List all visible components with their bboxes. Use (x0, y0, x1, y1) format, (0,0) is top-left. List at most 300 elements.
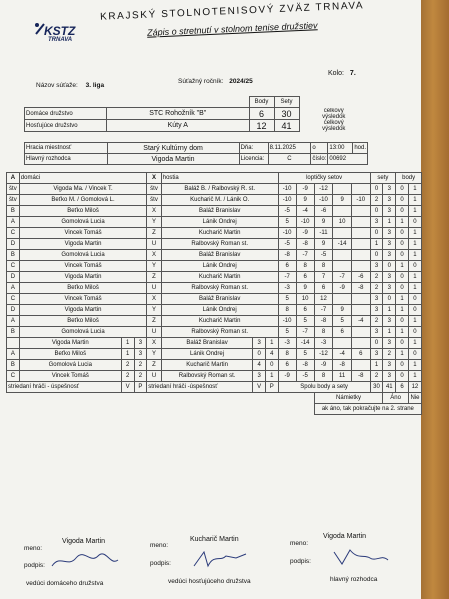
away-player-name: Baláž Branislav (161, 338, 253, 349)
away-player-letter: X (147, 250, 161, 261)
away-player-letter: U (147, 327, 161, 338)
set-score: -11 (314, 228, 333, 239)
singles-row (7, 327, 422, 338)
away-player-letter: Y (147, 305, 161, 316)
home-player-name: Gomolová Lucia (19, 217, 146, 228)
set-score (351, 305, 370, 316)
licence-label: Licencia: (239, 154, 268, 165)
home-wins: 1 (121, 338, 134, 349)
set-score: 8 (314, 371, 333, 382)
away-points: 1 (408, 371, 421, 382)
set-score (351, 261, 370, 272)
home-doubles-pair: Beťko M. / Gomolová L. (19, 195, 146, 206)
set-score (351, 294, 370, 305)
continue-note: ak áno, tak pokračujte na 2. strane (314, 404, 421, 415)
home-losses: 3 (134, 338, 147, 349)
home-points: 1 (396, 294, 409, 305)
home-sets: 3 (370, 305, 383, 316)
doubles-row (7, 195, 422, 206)
away-points: 0 (408, 217, 421, 228)
away-points: 1 (408, 283, 421, 294)
set-score: -3 (314, 338, 333, 349)
home-points: 0 (396, 338, 409, 349)
away-player-name: Ralbovský Roman st. (161, 239, 278, 250)
away-sets: 2 (383, 349, 396, 360)
away-losses: 1 (265, 371, 278, 382)
away-losses: 1 (265, 338, 278, 349)
sety-header: Sety (274, 97, 299, 108)
time-value: 13:00 (328, 143, 353, 154)
home-player-name: Gomolová Lucia (19, 327, 146, 338)
blank-cell (7, 404, 315, 415)
blank-cell (7, 393, 315, 404)
home-player-letter: B (7, 206, 20, 217)
away-player-letter: Y (147, 261, 161, 272)
away-player-name: Lánik Ondrej (161, 305, 278, 316)
set-score: -12 (314, 349, 333, 360)
home-wins: 2 (121, 371, 134, 382)
date-value: 8.11.2025 (268, 143, 311, 154)
set-score: -8 (314, 316, 333, 327)
home-signature-label: podpis: (24, 562, 45, 569)
home-player-name: Gomolová Lucia (19, 250, 146, 261)
home-sets: 0 (370, 228, 383, 239)
away-points: 1 (408, 250, 421, 261)
doubles-tag: štv (7, 195, 20, 206)
set-score: -5 (278, 239, 296, 250)
home-sets: 3 (370, 349, 383, 360)
away-doubles-pair: Kucharič M. / Lánik O. (161, 195, 278, 206)
set-score: 9 (296, 195, 314, 206)
total-away-sets: 41 (383, 382, 396, 393)
objections-no: Nie (408, 393, 421, 404)
home-team-label: Domáce družstvo (25, 108, 107, 120)
away-sets: 3 (383, 272, 396, 283)
home-sets: 1 (370, 239, 383, 250)
set-score (351, 338, 370, 349)
home-sets: 0 (370, 250, 383, 261)
singles-row (7, 217, 422, 228)
doubles-tag: štv (147, 184, 161, 195)
home-player-letter: B (7, 250, 20, 261)
set-score: -7 (278, 272, 296, 283)
away-player-letter: X (147, 294, 161, 305)
set-score: -4 (296, 206, 314, 217)
home-points: 0 (396, 272, 409, 283)
home-player-letter: B (7, 360, 20, 371)
set-score: 5 (296, 316, 314, 327)
set-score: -8 (296, 239, 314, 250)
home-player-name: Beťko Miloš (19, 283, 146, 294)
set-score: 9 (314, 217, 333, 228)
competition-season: Súťažný ročník: 2024/25 (178, 78, 253, 85)
home-p-header: P (134, 382, 147, 393)
home-body: 6 (249, 108, 274, 120)
home-points: 0 (396, 228, 409, 239)
set-score (333, 338, 352, 349)
set-score: 9 (314, 239, 333, 250)
set-score: -10 (314, 195, 333, 206)
doubles-row (7, 184, 422, 195)
set-score (351, 184, 370, 195)
away-team-name: Kúty A (107, 120, 250, 132)
set-score: 6 (333, 327, 352, 338)
away-points: 1 (408, 316, 421, 327)
away-points: 0 (408, 349, 421, 360)
away-points: 1 (408, 338, 421, 349)
set-score (333, 261, 352, 272)
away-player-letter: Z (147, 272, 161, 283)
home-losses: 3 (134, 349, 147, 360)
away-v-header: V (253, 382, 266, 393)
away-player-letter: Z (147, 316, 161, 327)
set-score: 10 (333, 217, 352, 228)
away-player-letter: X (147, 338, 161, 349)
away-player-name: Baláž Branislav (161, 294, 278, 305)
home-points: 0 (396, 250, 409, 261)
home-player-name: Vincek Tomáš (19, 294, 146, 305)
set-score: 5 (278, 327, 296, 338)
away-sets: 3 (383, 371, 396, 382)
summary-row (7, 349, 422, 360)
set-score: 5 (296, 349, 314, 360)
home-player-letter: C (7, 228, 20, 239)
away-player-letter: X (147, 206, 161, 217)
set-score: -8 (351, 283, 370, 294)
home-player-letter: A (7, 283, 20, 294)
home-points: 0 (396, 316, 409, 327)
away-team-label: Hosťujúce družstvo (25, 120, 107, 132)
home-player-letter: D (7, 305, 20, 316)
home-sets: 3 (370, 261, 383, 272)
total-result-label: celkový výsledok celkový výsledok (322, 107, 346, 132)
home-points: 0 (396, 283, 409, 294)
away-player-letter: Z (147, 228, 161, 239)
away-signature-label: podpis: (150, 560, 171, 567)
away-sets: 3 (383, 228, 396, 239)
away-sets: 3 (383, 250, 396, 261)
set-score: 7 (314, 272, 333, 283)
home-player-letter (7, 338, 20, 349)
home-v-header: V (121, 382, 134, 393)
home-points: 1 (396, 305, 409, 316)
set-score: 6 (296, 305, 314, 316)
home-sets: 0 (370, 184, 383, 195)
set-score: -3 (278, 338, 296, 349)
home-points: 1 (396, 327, 409, 338)
away-sety: 41 (274, 120, 299, 132)
summary-row (7, 360, 422, 371)
set-score: -14 (333, 239, 352, 250)
home-sets: 2 (370, 283, 383, 294)
referee-name-label: meno: (290, 540, 309, 547)
set-score: -9 (296, 184, 314, 195)
singles-row (7, 294, 422, 305)
set-score: -10 (278, 228, 296, 239)
totals-label: Spolu body a sety (278, 382, 370, 393)
set-score: 6 (278, 261, 296, 272)
referee-role: hlavný rozhodca (330, 576, 378, 583)
away-player-name: Ralbovský Roman st. (161, 327, 278, 338)
home-player-letter: D (7, 239, 20, 250)
home-player-name: Vigoda Martin (19, 239, 146, 250)
singles-row (7, 305, 422, 316)
home-player-name: Vigoda Martin (19, 338, 121, 349)
away-sets: 1 (383, 327, 396, 338)
home-points: 0 (396, 206, 409, 217)
body-header: Body (249, 97, 274, 108)
singles-row (7, 250, 422, 261)
home-sets: 3 (370, 327, 383, 338)
home-sets: 2 (370, 371, 383, 382)
round-number: Kolo: 7. (328, 70, 356, 77)
away-player-name: Lánik Ondrej (161, 261, 278, 272)
set-score: -6 (314, 206, 333, 217)
away-sets: 1 (383, 217, 396, 228)
home-player-name: Vincek Tomáš (19, 228, 146, 239)
home-losses: 2 (134, 371, 147, 382)
venue-value: Starý Kultúrny dom (107, 143, 239, 154)
objections-yes: Áno (383, 393, 408, 404)
objections-label: Námietky (314, 393, 383, 404)
report-subtitle: Zápis o stretnutí v stolnom tenise družstiev (146, 20, 318, 38)
set-score: 9 (333, 305, 352, 316)
home-leader-name: Vigoda Martin (62, 538, 106, 545)
set-score: 6 (278, 360, 296, 371)
licence-value: C (268, 154, 311, 165)
union-title: KRAJSKÝ STOLNOTENISOVÝ ZVÄZ TRNAVA (99, 0, 365, 23)
away-player-name: Lánik Ondrej (161, 349, 253, 360)
doubles-tag: štv (147, 195, 161, 206)
home-player-letter: D (7, 272, 20, 283)
set-score: -8 (333, 360, 352, 371)
set-score (333, 206, 352, 217)
home-player-letter: C (7, 294, 20, 305)
set-score: 8 (278, 305, 296, 316)
away-leader-name-label: meno: (150, 542, 169, 549)
home-wins: 2 (121, 360, 134, 371)
home-points: 0 (396, 195, 409, 206)
set-score: -5 (314, 250, 333, 261)
singles-row (7, 261, 422, 272)
home-leader-name-label: meno: (24, 545, 43, 552)
singles-row (7, 316, 422, 327)
away-sets: 3 (383, 316, 396, 327)
home-signature (50, 552, 120, 570)
set-score: -10 (278, 184, 296, 195)
summary-row (7, 338, 422, 349)
summary-row (7, 371, 422, 382)
set-score (333, 228, 352, 239)
logo-text: KSTZ (44, 24, 76, 38)
away-sets: 3 (383, 239, 396, 250)
home-team-name: STC Rohožník "B" (107, 108, 250, 120)
set-score: 5 (333, 316, 352, 327)
away-player-letter: U (147, 239, 161, 250)
set-score: -9 (314, 360, 333, 371)
set-score: -12 (314, 184, 333, 195)
set-score: -7 (296, 250, 314, 261)
away-player-name: Ralbovský Roman st. (161, 283, 278, 294)
home-sets: 3 (370, 217, 383, 228)
away-player-name: Kucharič Martin (161, 316, 278, 327)
kstz-logo (34, 24, 76, 43)
away-points: 1 (408, 272, 421, 283)
away-points: 1 (408, 195, 421, 206)
set-score: -8 (296, 360, 314, 371)
home-points: 0 (396, 371, 409, 382)
set-score: -9 (278, 371, 296, 382)
logo-subtext: TRNAVA (48, 37, 73, 43)
singles-row (7, 228, 422, 239)
home-player-letter: A (7, 349, 20, 360)
away-points: 1 (408, 239, 421, 250)
home-sets: 2 (370, 272, 383, 283)
set-score (351, 239, 370, 250)
home-player-letter: C (7, 371, 20, 382)
away-p-header: P (265, 382, 278, 393)
away-sets: 3 (383, 360, 396, 371)
home-losses: 2 (134, 360, 147, 371)
total-home-points: 6 (396, 382, 409, 393)
total-away-points: 12 (408, 382, 421, 393)
home-player-name: Vigoda Martin (19, 272, 146, 283)
set-score: -10 (296, 217, 314, 228)
set-score: 8 (314, 327, 333, 338)
set-score: -9 (296, 228, 314, 239)
set-score: -8 (351, 371, 370, 382)
matches-table: A domáci X hostia loptičky setov sety body štv Vigoda Ma. / Vincek T. štv Baláž B. / Ralbovský R. st. -10 -9 -12 0 3 0 1 štv Beťko M. / Gomolová L. štv Kucharič M. / Lánik O. -10 9 -10 9 -10 2 3 0 1 B Beťko Miloš X Baláž Branislav -5 -4 -6 0 3 0 1 A Gomolová Lucia Y Lánik Ondrej 5 -10 9 10 3 1 1 0 C Vincek Tomáš Z Kucharič Martin -10 -9 -11 0 3 0 1 D Vigoda Martin U Ralbovský Roman st. -5 -8 9 -14 1 3 0 1 B Gomolová Lucia X Baláž Branislav -8 -7 -5 0 3 0 1 C Vincek Tomáš Y Lánik Ondrej 6 8 8 3 0 1 0 D Vigoda Martin Z Kucharič Martin -7 6 7 -7 -6 2 3 0 1 A Beťko Miloš U Ralbovský Roman st. -3 9 6 -9 -8 2 3 0 1 C Vincek Tomáš X Baláž Branislav 5 10 12 3 0 1 0 D Vigoda Martin Y Lánik Ondrej 8 6 -7 9 3 1 1 0 A Beťko Miloš Z Kucharič Martin -10 5 -8 5 -4 2 3 0 1 B Gomolová Lucia U Ralbovský Roman st. 5 -7 8 6 3 1 1 0 Vigoda Martin 1 3 X Baláž Branislav 3 1 -3 -14 -3 0 3 0 1 A Beťko Miloš 1 3 Y Lánik Ondrej 0 4 8 5 -12 -4 6 3 2 1 0 B Gomolová Lucia 2 2 Z Kucharič Martin 4 0 6 -8 -9 -8 1 3 0 1 C Vincek Tomáš 2 2 U Ralbovský Roman st. 3 1 -9 -5 8 11 -8 2 3 0 1 striedaní hráči - úspešnosť V P striedaní hráči -úspešnosť V P Spolu body a sety 30 41 6 12 Námietky Áno Nie ak áno, tak pokračujte na 2. strane (6, 172, 422, 415)
set-score: 8 (296, 261, 314, 272)
set-score: 6 (296, 272, 314, 283)
home-player-letter: A (7, 217, 20, 228)
away-body: 12 (249, 120, 274, 132)
home-player-name: Vigoda Martin (19, 305, 146, 316)
set-score: 11 (333, 371, 352, 382)
continue-row (7, 404, 422, 415)
away-sets: 3 (383, 195, 396, 206)
set-score: 9 (333, 195, 352, 206)
away-player-letter: Z (147, 360, 161, 371)
home-points: 1 (396, 217, 409, 228)
away-leader-role: vedúci hosťujúceho družstva (168, 578, 251, 585)
away-player-name: Baláž Branislav (161, 250, 278, 261)
away-substitutes-label: striedaní hráči -úspešnosť (147, 382, 253, 393)
away-points: 1 (408, 184, 421, 195)
total-home-sets: 30 (370, 382, 383, 393)
home-sets: 2 (370, 195, 383, 206)
home-sety: 30 (274, 108, 299, 120)
away-player-letter: Y (147, 217, 161, 228)
set-score: 9 (296, 283, 314, 294)
home-player-letter: C (7, 261, 20, 272)
away-wins: 4 (253, 360, 266, 371)
set-score (351, 327, 370, 338)
away-player-letter: U (147, 283, 161, 294)
away-sets: 0 (383, 261, 396, 272)
home-substitutes-label: striedaní hráči - úspešnosť (7, 382, 122, 393)
set-score: -7 (296, 327, 314, 338)
set-score: -5 (278, 206, 296, 217)
doubles-tag: štv (7, 184, 20, 195)
singles-row (7, 283, 422, 294)
away-player-name: Lánik Ondrej (161, 217, 278, 228)
totals-row (7, 382, 422, 393)
set-score (333, 294, 352, 305)
away-sets: 1 (383, 305, 396, 316)
home-sets: 2 (370, 316, 383, 327)
away-sets: 0 (383, 294, 396, 305)
away-player-name: Baláž Branislav (161, 206, 278, 217)
away-points: 0 (408, 305, 421, 316)
referee-label: Hlavný rozhodca (25, 154, 108, 165)
set-score: 6 (351, 349, 370, 360)
away-player-name: Kucharič Martin (161, 272, 278, 283)
home-player-letter: B (7, 327, 20, 338)
home-points: 0 (396, 184, 409, 195)
home-points: 0 (396, 360, 409, 371)
set-score: -3 (278, 283, 296, 294)
away-points: 0 (408, 294, 421, 305)
set-score: 10 (296, 294, 314, 305)
set-score: -7 (333, 272, 352, 283)
away-player-name: Ralbovský Roman st. (161, 371, 253, 382)
away-player-name: Kucharič Martin (161, 228, 278, 239)
away-wins: 3 (253, 338, 266, 349)
away-points: 1 (408, 228, 421, 239)
home-points: 1 (396, 349, 409, 360)
away-player-letter: U (147, 371, 161, 382)
home-points: 1 (396, 261, 409, 272)
set-score: 5 (278, 217, 296, 228)
number-value: 00692 (328, 154, 368, 165)
away-losses: 4 (265, 349, 278, 360)
set-score: 6 (314, 283, 333, 294)
competition-name: Názov súťaže: 3. liga (36, 82, 105, 89)
referee-signature-label: podpis: (290, 558, 311, 565)
away-wins: 3 (253, 371, 266, 382)
referee-value: Vigoda Martin (107, 154, 239, 165)
home-player-name: Beťko Miloš (19, 349, 121, 360)
set-score: -10 (278, 195, 296, 206)
set-score: -14 (296, 338, 314, 349)
away-wins: 0 (253, 349, 266, 360)
set-score: -4 (333, 349, 352, 360)
away-sets: 3 (383, 338, 396, 349)
home-leader-role: vedúci domáceho družstva (26, 580, 104, 587)
venue-table: Hracia miestnosť Starý Kultúrny dom Dňa: 8.11.2025 o 13:00 hod. Hlavný rozhodca Vigoda Martin Licencia: C číslo: 00692 (26, 144, 366, 163)
away-points: 0 (408, 261, 421, 272)
away-points: 1 (408, 206, 421, 217)
away-player-letter: Y (147, 349, 161, 360)
home-wins: 1 (121, 349, 134, 360)
home-sets: 3 (370, 294, 383, 305)
teams-table (24, 96, 368, 132)
set-score: -9 (333, 283, 352, 294)
away-sets: 3 (383, 283, 396, 294)
set-score: 8 (314, 261, 333, 272)
set-score: -10 (351, 195, 370, 206)
date-label: Dňa: (239, 143, 268, 154)
singles-row (7, 272, 422, 283)
set-score (351, 217, 370, 228)
home-doubles-pair: Vigoda Ma. / Vincek T. (19, 184, 146, 195)
set-score: -7 (314, 305, 333, 316)
away-doubles-pair: Baláž B. / Ralbovský R. st. (161, 184, 278, 195)
objections-row (7, 393, 422, 404)
set-score: -5 (296, 371, 314, 382)
away-losses: 0 (265, 360, 278, 371)
